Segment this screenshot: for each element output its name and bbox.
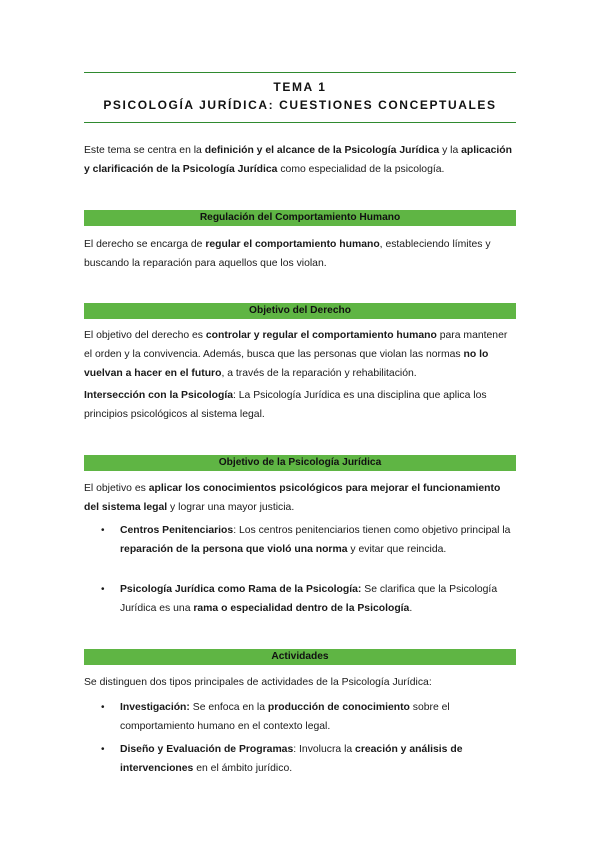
section-heading-actividades: Actividades xyxy=(84,649,516,665)
bullet-icon: • xyxy=(101,744,105,755)
section-heading-objetivo-derecho: Objetivo del Derecho xyxy=(84,303,516,319)
section-heading-regulacion: Regulación del Comportamiento Humano xyxy=(84,210,516,226)
bullet-icon: • xyxy=(101,702,105,713)
section-regulacion-text: El derecho se encarga de regular el comportamiento humano, estableciendo límites y buscando la reparación para aquellos que los violan. xyxy=(84,239,491,269)
bullet-icon: • xyxy=(101,525,105,536)
bottom-rule xyxy=(84,122,516,123)
section-objetivo-derecho-text: El objetivo del derecho es controlar y regular el comportamiento humano para mantener el orden y la convivencia. Además, busca que las personas que violan las normas no lo vuelvan a hacer en el futuro, a través de la reparación y rehabilitación. xyxy=(84,330,508,379)
list-item: • Psicología Jurídica como Rama de la Psicología: Se clarifica que la Psicología Jurídica es una rama o especialidad dentro de la Psicología. xyxy=(120,580,516,618)
document-title-line1: TEMA 1 xyxy=(273,80,327,94)
section-objetivo-psicologia-text: El objetivo es aplicar los conocimientos psicológicos para mejorar el funcionamiento del sistema legal y lograr una mayor justicia. xyxy=(84,483,501,513)
section-interseccion-text: Intersección con la Psicología: La Psicología Jurídica es una disciplina que aplica los principios psicológicos al sistema legal. xyxy=(84,390,487,420)
list-item: • Diseño y Evaluación de Programas: Involucra la creación y análisis de intervenciones en el ámbito jurídico. xyxy=(120,740,516,778)
list-item: • Centros Penitenciarios: Los centros penitenciarios tienen como objetivo principal la reparación de la persona que violó una norma y evitar que reincida. xyxy=(120,521,516,559)
intro-paragraph: Este tema se centra en la definición y el alcance de la Psicología Jurídica y la aplicación y clarificación de la Psicología Jurídica como especialidad de la psicología. xyxy=(84,145,512,175)
bullet-icon: • xyxy=(101,584,105,595)
top-rule xyxy=(84,72,516,73)
section-heading-objetivo-psicologia: Objetivo de la Psicología Jurídica xyxy=(84,455,516,471)
document-title-line2: PSICOLOGÍA JURÍDICA: CUESTIONES CONCEPTUALES xyxy=(103,98,497,112)
section-actividades-intro: Se distinguen dos tipos principales de actividades de la Psicología Jurídica: xyxy=(84,677,432,688)
list-item: • Investigación: Se enfoca en la producción de conocimiento sobre el comportamiento humano en el contexto legal. xyxy=(120,698,516,736)
